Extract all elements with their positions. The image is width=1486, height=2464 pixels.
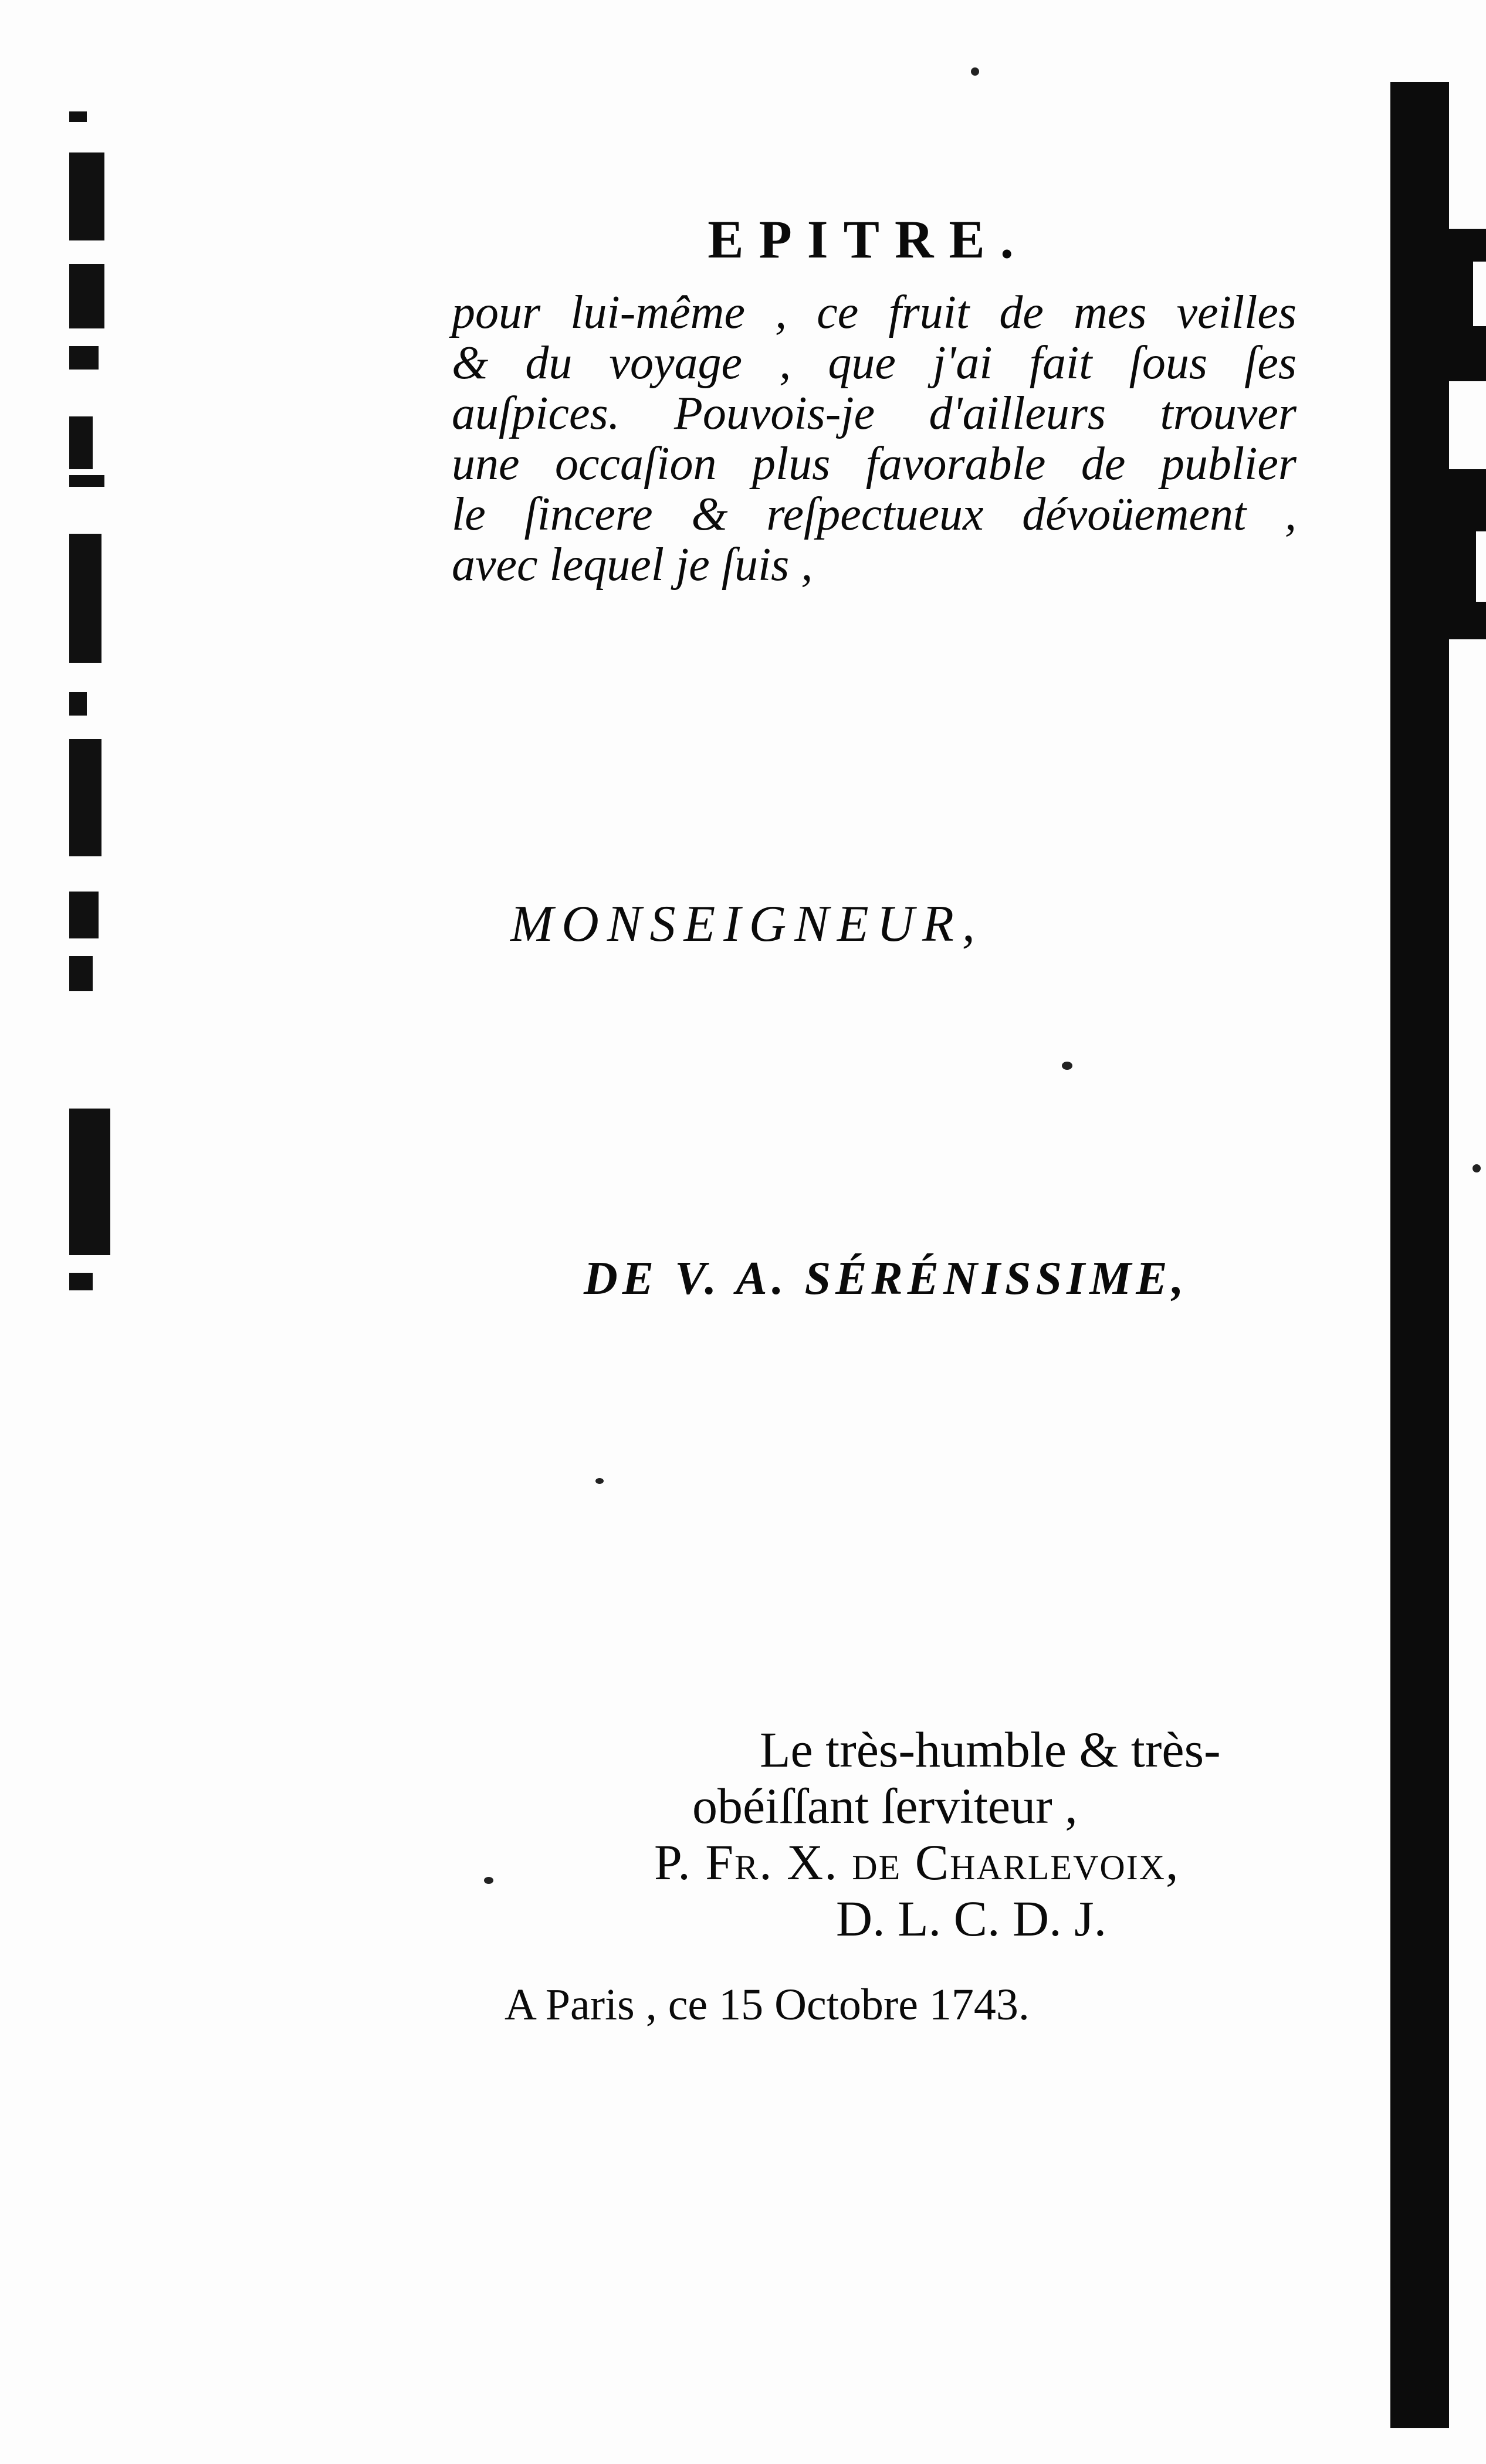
honorific-line: DE V. A. SÉRÉNISSIME, bbox=[584, 1253, 1189, 1304]
signature-line: Le très-humble & très- bbox=[760, 1721, 1221, 1778]
left-gutter-scan-artifact bbox=[69, 111, 113, 1355]
author-name: P. Fr. X. de Charlevoix, bbox=[654, 1834, 1180, 1890]
epistle-closing-paragraph bbox=[452, 287, 1297, 590]
running-head: EPITRE. bbox=[708, 209, 1029, 269]
signature-block bbox=[634, 1721, 1302, 1947]
author-initials: D. L. C. D. J. bbox=[836, 1890, 1107, 1947]
paragraph-line: une occaſion plus favorable de publier bbox=[452, 438, 1297, 490]
paragraph-line: avec lequel je ſuis , bbox=[452, 539, 813, 591]
paragraph-line: le ſincere & reſpectueux dévoüement , bbox=[452, 489, 1297, 540]
signature-line: obéiſſant ſerviteur , bbox=[692, 1778, 1078, 1834]
right-binding-edge bbox=[1390, 82, 1486, 2428]
paragraph-line: auſpices. Pouvois-je d'ailleurs trouver bbox=[452, 388, 1297, 439]
paragraph-line: & du voyage , que j'ai fait ſous ſes bbox=[452, 337, 1297, 389]
salutation: MONSEIGNEUR, bbox=[510, 896, 983, 953]
dateline: A Paris , ce 15 Octobre 1743. bbox=[505, 1980, 1030, 2029]
paragraph-line: pour lui-même , ce fruit de mes veilles bbox=[452, 287, 1297, 338]
